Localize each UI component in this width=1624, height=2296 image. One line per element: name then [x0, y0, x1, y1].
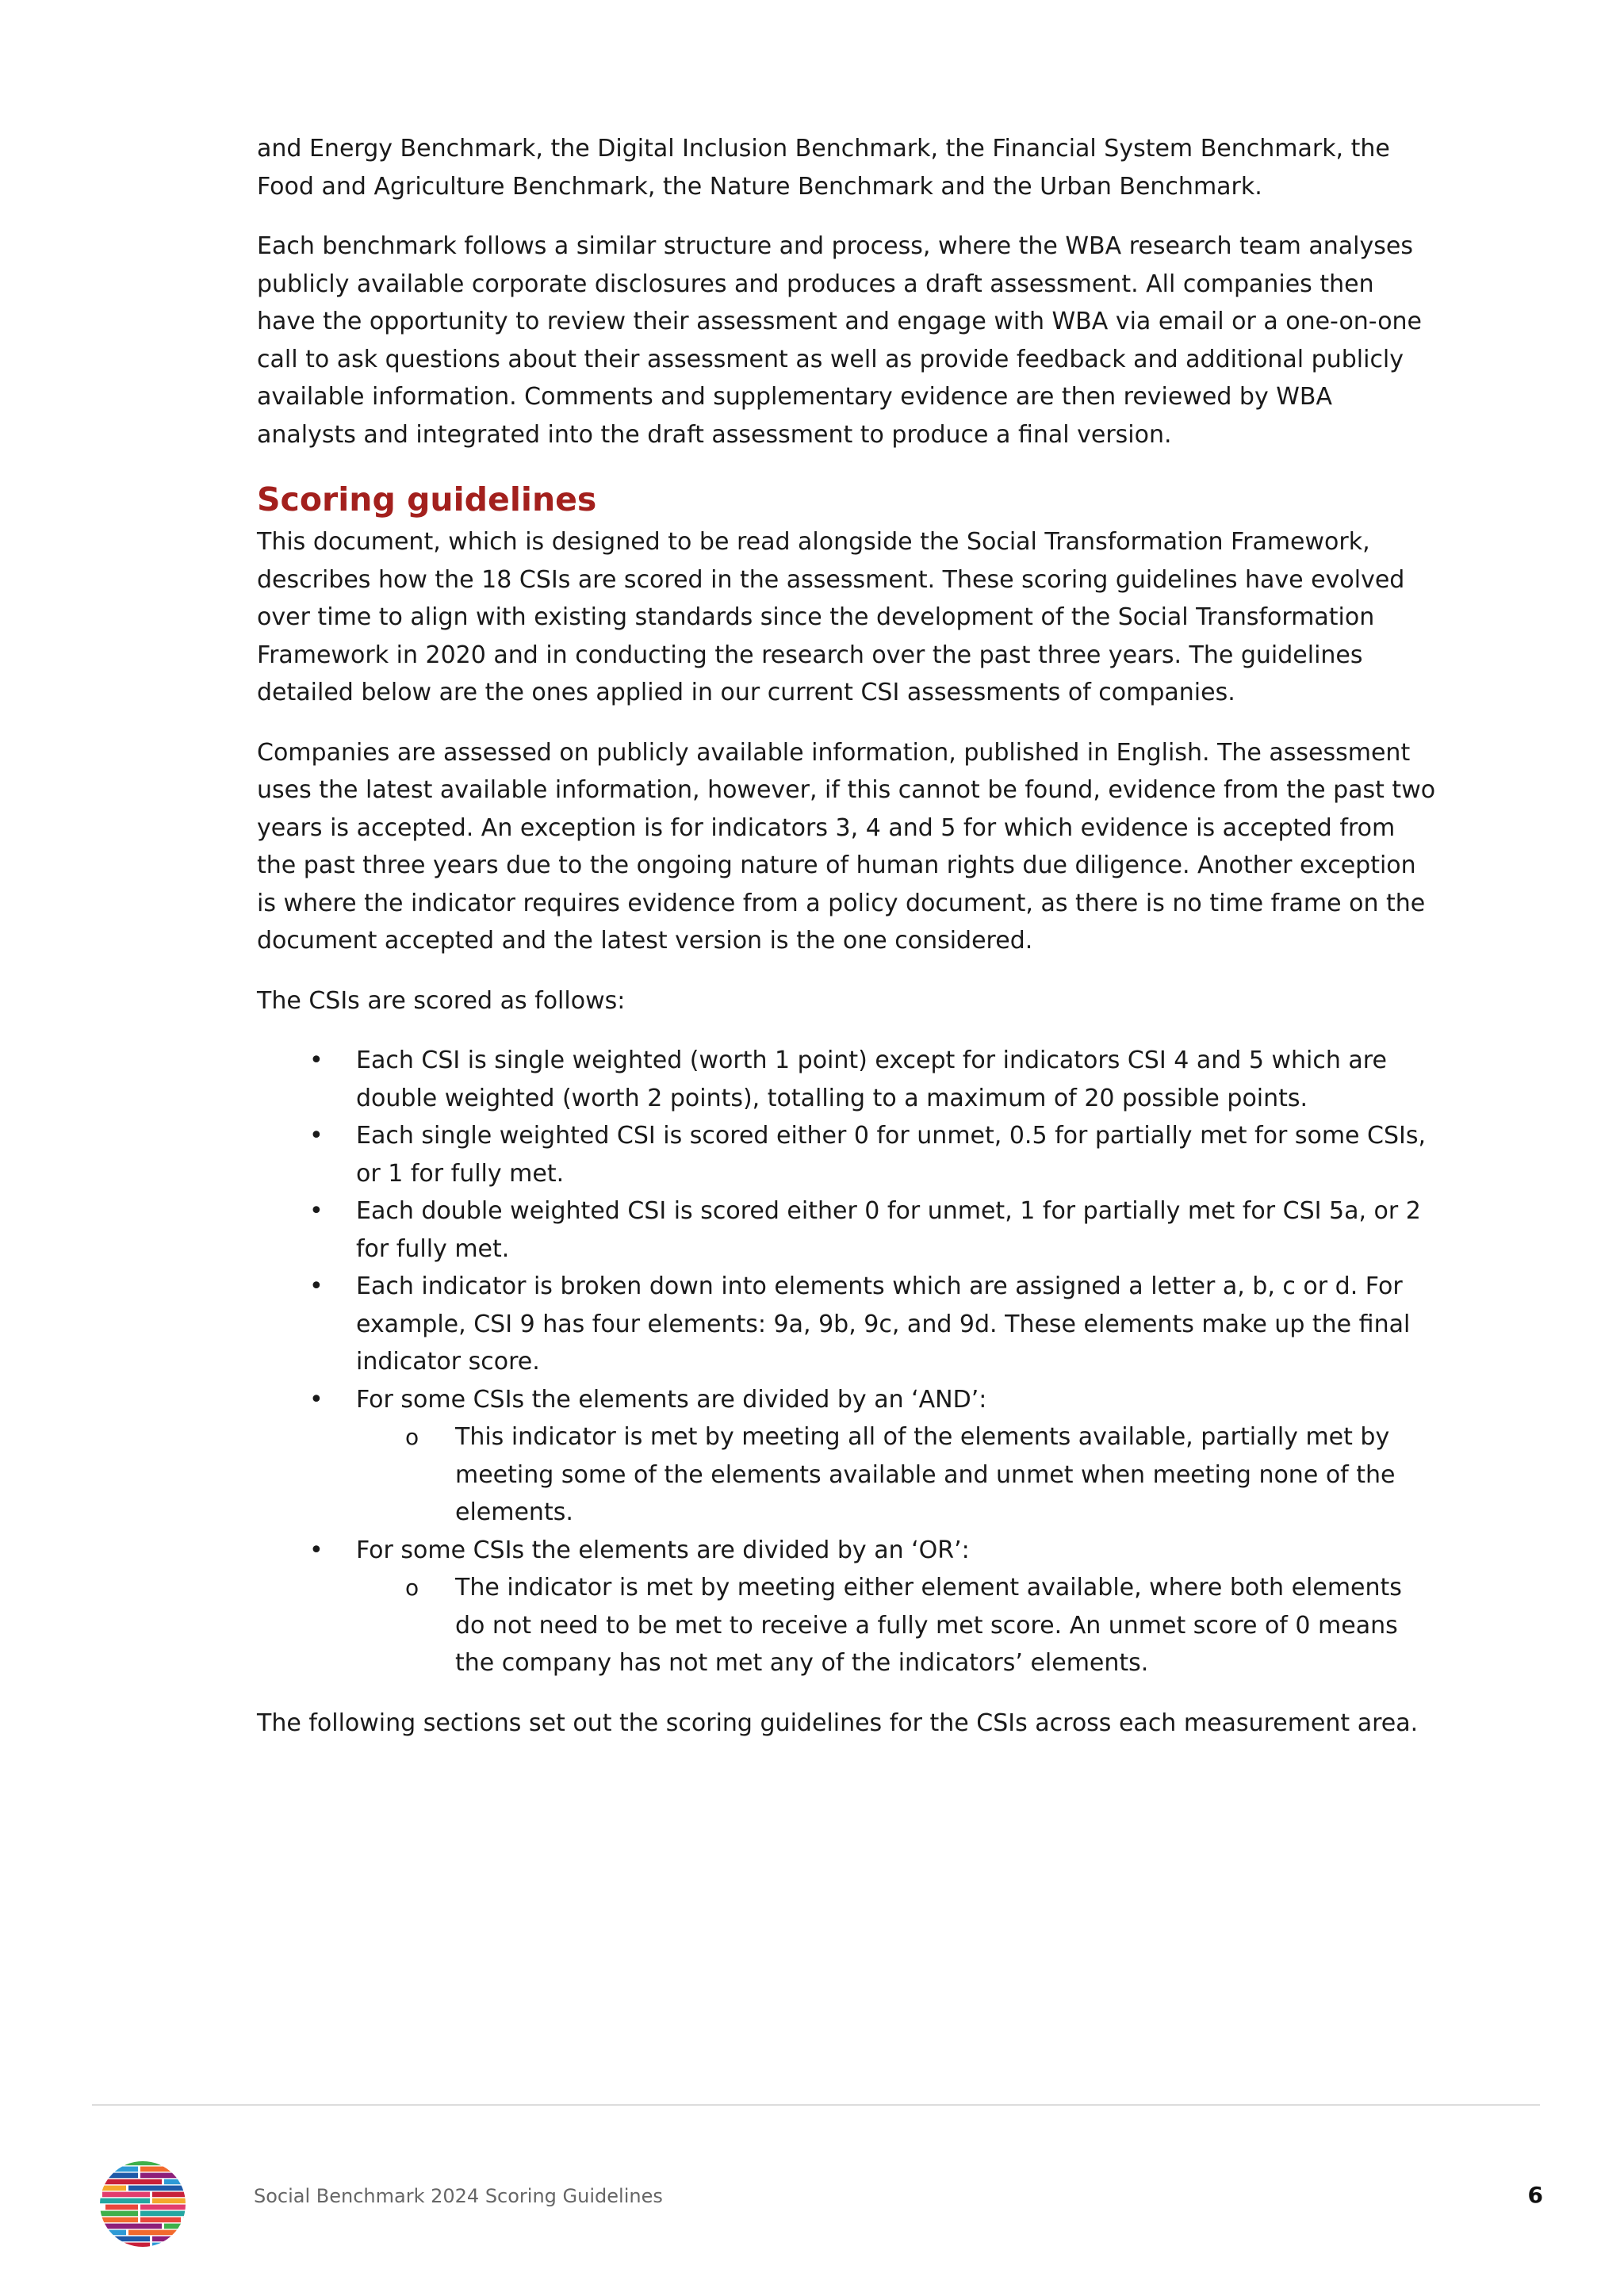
logo-stripe	[99, 2179, 162, 2185]
list-item-text: For some CSIs the elements are divided by an ‘AND’:	[356, 1385, 987, 1414]
sub-list-item-text: The indicator is met by meeting either element available, where both elements do not need to be met to receive a fully met score. An unmet score of 0 means the company has not met any of the indicators’ elements.	[455, 1574, 1402, 1677]
bullet-icon: •	[309, 1047, 324, 1074]
list-item	[257, 1532, 1438, 1682]
logo-stripe	[98, 2167, 138, 2172]
logo-stripe	[140, 2205, 187, 2210]
logo-stripe	[140, 2211, 187, 2217]
list-item	[257, 1381, 1438, 1532]
list-item	[257, 1192, 1438, 1268]
logo-stripe	[98, 2173, 138, 2179]
footer-title: Social Benchmark 2024 Scoring Guidelines	[254, 2185, 663, 2207]
following-paragraph: The following sections set out the scoring guidelines for the CSIs across each measurement area.	[257, 1709, 1419, 1737]
logo-stripe	[152, 2237, 187, 2242]
logo-stripe	[164, 2224, 187, 2229]
logo-stripe	[140, 2218, 181, 2223]
logo-stripe	[98, 2160, 114, 2166]
logo-stripe	[152, 2243, 187, 2248]
list-item	[257, 1042, 1438, 1117]
list-item-text: Each double weighted CSI is scored either 0 for unmet, 1 for partially met for CSI 5a, or 2 for fully met.	[356, 1197, 1421, 1263]
wba-logo-icon	[98, 2160, 187, 2248]
sub-list-item	[356, 1418, 1438, 1532]
bullet-icon: •	[309, 1272, 324, 1300]
list-item-text: Each single weighted CSI is scored either 0 for unmet, 0.5 for partially met for some CSIs, or 1 for fully met.	[356, 1122, 1427, 1188]
logo-stripe	[98, 2186, 126, 2191]
logo-stripe	[152, 2198, 187, 2204]
section-heading: Scoring guidelines	[257, 480, 597, 519]
bullet-icon: •	[309, 1385, 324, 1414]
logo-stripe	[117, 2160, 171, 2166]
page-content	[257, 130, 1438, 1764]
scoring-list	[257, 1042, 1438, 1682]
logo-stripe	[140, 2173, 180, 2179]
logo-stripe	[98, 2243, 150, 2248]
list-item	[257, 1117, 1438, 1192]
circle-bullet-icon: o	[405, 1424, 419, 1450]
sub-list-or	[356, 1569, 1438, 1682]
bullet-icon: •	[309, 1122, 324, 1150]
sub-list-and	[356, 1418, 1438, 1532]
logo-stripe	[164, 2179, 187, 2185]
list-item-text: Each CSI is single weighted (worth 1 point) except for indicators CSI 4 and 5 which are double weighted (worth 2 points), totalling to a maximum of 20 possible points.	[356, 1047, 1387, 1112]
logo-stripe	[102, 2192, 150, 2198]
logo-stripe	[98, 2198, 150, 2204]
assessment-paragraph: Companies are assessed on publicly available information, published in English. The assessment uses the latest available information, however, if this cannot be found, evidence from the past two years is accepted. An exception is for indicators 3, 4 and 5 for which evidence is accepted from the past three years due to the ongoing nature of human rights due diligence. Another exception is where the indicator requires evidence from a policy document, as there is no time frame on the document accepted and the latest version is the one considered.	[257, 738, 1436, 955]
bullet-icon: •	[309, 1197, 324, 1225]
circle-bullet-icon: o	[405, 1575, 419, 1601]
logo-stripe	[102, 2237, 150, 2242]
logo-stripe	[98, 2218, 138, 2223]
logo-stripe	[128, 2230, 187, 2236]
list-item-text: For some CSIs the elements are divided by an ‘OR’:	[356, 1536, 970, 1564]
logo-stripe	[140, 2167, 187, 2172]
document-paragraph: This document, which is designed to be read alongside the Social Transformation Framework, describes how the 18 CSIs are scored in the assessment. These scoring guidelines have evolved over time to align with existing standards since the development of the Social Transformation Framework in 2020 and in conducting the research over the past three years. The guidelines detailed below are the ones applied in our current CSI assessments of companies.	[257, 528, 1405, 706]
logo-stripe	[98, 2224, 162, 2229]
process-paragraph: Each benchmark follows a similar structure and process, where the WBA research team analyses publicly available corporate disclosures and produces a draft assessment. All companies then have the opportunity to review their assessment and engage with WBA via email or a one-on-one call to ask questions about their assessment as well as provide feedback and additional publicly available information. Comments and supplementary evidence are then reviewed by WBA analysts and integrated into the draft assessment to produce a final version.	[257, 232, 1423, 449]
bullet-icon: •	[309, 1536, 324, 1564]
list-item	[257, 1268, 1438, 1381]
page-number: 6	[1527, 2182, 1543, 2208]
intro-paragraph: and Energy Benchmark, the Digital Inclusion Benchmark, the Financial System Benchmark, the Food and Agriculture Benchmark, the Nature Benchmark and the Urban Benchmark.	[257, 135, 1390, 201]
logo-stripe	[98, 2211, 138, 2217]
sub-list-item-text: This indicator is met by meeting all of the elements available, partially met by meeting some of the elements available and unmet when meeting none of the elements.	[455, 1423, 1396, 1526]
scoring-intro: The CSIs are scored as follows:	[257, 986, 626, 1015]
logo-stripe	[183, 2218, 187, 2223]
logo-stripe	[152, 2192, 187, 2198]
logo-stripe	[105, 2205, 138, 2210]
footer-divider	[92, 2104, 1540, 2106]
list-item-text: Each indicator is broken down into elements which are assigned a letter a, b, c or d. For example, CSI 9 has four elements: 9a, 9b, 9c, and 9d. These elements make up the final indicator score.	[356, 1272, 1411, 1376]
sub-list-item	[356, 1569, 1438, 1682]
logo-stripe	[98, 2230, 126, 2236]
logo-stripe	[128, 2186, 187, 2191]
